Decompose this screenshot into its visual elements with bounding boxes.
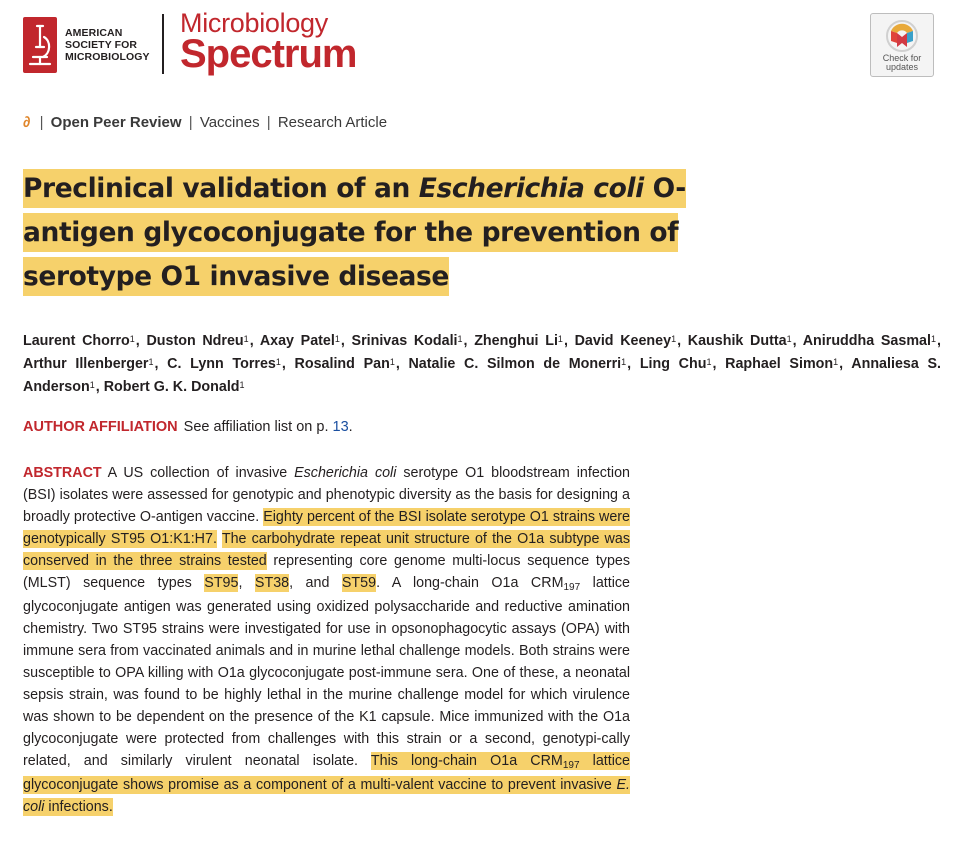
abstract-text: representing core genome multi-locus sequence types (MLST) sequence types bbox=[23, 553, 630, 591]
author-name[interactable] bbox=[167, 356, 282, 372]
affiliation-marker: 1 bbox=[930, 334, 936, 344]
author-name-text: Axay Patel bbox=[259, 333, 335, 349]
title-highlight bbox=[23, 169, 686, 296]
abstract-text: serotype O1 bloodstream infection (BSI) isolates were assessed for genotypic and phenotypic diversity as the basis for designing a broadly protective O-antigen vaccine. bbox=[23, 465, 630, 525]
affiliation-marker: 1 bbox=[457, 334, 463, 344]
abstract-text: lattice glycoconjugate antigen was generated using oxidized polysaccharide and reductive amination chemistry. Two ST95 strains were investigated for use in opsonophagocytic assays (OPA) with immune sera from vaccinated animals and in murine lethal challenge models. Both strains were susceptible to OPA killing with O1a glycoconjugate post-immune sera. One of these, a neonatal sepsis strain, was found to be highly lethal in the murine challenge model for which virulence was shown to be dependent on the presence of the K1 capsule. Mice immunized with the O1a glycoconjugate were protected from challenges with this strain or a second, genotypi-cally related, and similarly virulent neonatal isolate. bbox=[23, 575, 631, 769]
author-name-text: Natalie C. Silmon de Monerri bbox=[408, 356, 622, 372]
meta-separator: | bbox=[39, 114, 44, 131]
author-name-text: Arthur Illenberger bbox=[23, 356, 149, 372]
affiliation-text: See affiliation list on p. bbox=[183, 419, 333, 435]
abstract-text: lattice glycoconjugate shows promise as a component of a multi-valent vaccine to prevent invasive bbox=[23, 753, 631, 793]
meta-separator: | bbox=[266, 114, 271, 131]
abstract-highlight: The carbohydrate repeat unit structure of the O1a subtype was conserved in the three strains tested bbox=[23, 531, 630, 569]
title-part2: O-antigen glycoconjugate for the prevention of serotype O1 invasive disease bbox=[23, 173, 686, 292]
abstract-text: . A long-chain O1a CRM bbox=[376, 575, 564, 591]
affiliation-marker: 1 bbox=[389, 357, 395, 367]
author-name[interactable] bbox=[352, 333, 464, 349]
author-list: Laurent Chorro$^1$, Duston Ndreu$^1$, Axay Patel$^1$, Srinivas Kodali$^1$, Zhenghui Li$^1$, David Keeney$^1$, Kaushik Dutta$^1$, Aniruddha Sasmal$^1$, Arthur Illenberger$^1$, C. Lynn Torres$^1$, Rosalind Pan$^1$, Natalie C. Silmon de Monerri$^1$, Ling Chu$^1$, Raphael Simon$^1$, Annaliesa S. Anderson$^1$, Robert G. K. Donald$^1$ bbox=[23, 333, 941, 395]
logo-divider bbox=[162, 14, 164, 74]
microscope-logo-icon bbox=[23, 17, 57, 73]
affiliation-marker: 1 bbox=[148, 357, 154, 367]
open-access-icon: ∂ bbox=[23, 114, 31, 131]
open-peer-review-link[interactable]: Open Peer Review bbox=[50, 114, 182, 131]
check-updates-text bbox=[871, 54, 933, 72]
affiliation-marker: 1 bbox=[129, 334, 135, 344]
author-name[interactable] bbox=[688, 333, 793, 349]
publisher-logo[interactable] bbox=[23, 16, 163, 74]
affiliation-period: . bbox=[348, 419, 353, 435]
abstract-label: ABSTRACT bbox=[23, 465, 102, 481]
author-name[interactable] bbox=[408, 356, 627, 372]
abstract-highlight-st38: ST38 bbox=[254, 575, 290, 591]
abstract-species: E. coli bbox=[23, 777, 630, 815]
author-name[interactable] bbox=[575, 333, 678, 349]
publisher-line: MICROBIOLOGY bbox=[65, 51, 150, 63]
abstract-text: A US collection of invasive bbox=[107, 465, 295, 481]
author-name[interactable] bbox=[260, 333, 341, 349]
author-affiliation bbox=[23, 419, 353, 435]
abstract-text: , bbox=[238, 575, 255, 591]
abstract-text: , and bbox=[289, 575, 342, 591]
abstract-text: infections. bbox=[44, 799, 113, 815]
article-type-label: Research Article bbox=[277, 114, 388, 131]
author-name[interactable] bbox=[295, 356, 396, 372]
meta-separator: | bbox=[188, 114, 193, 131]
affiliation-marker: 1 bbox=[239, 380, 245, 390]
abstract-species: Escherichia coli bbox=[294, 465, 397, 481]
check-updates-line1: Check for bbox=[882, 53, 922, 63]
abstract-highlight-st59: ST59 bbox=[341, 575, 377, 591]
affiliation-marker: 1 bbox=[89, 380, 95, 390]
author-name[interactable] bbox=[104, 379, 246, 395]
author-name[interactable] bbox=[23, 356, 154, 372]
affiliation-marker: 1 bbox=[243, 334, 249, 344]
author-name-text: Robert G. K. Donald bbox=[103, 379, 240, 395]
journal-name-line1: Microbiology bbox=[180, 8, 328, 38]
abstract-highlight: Eighty percent of the BSI isolate serotype O1 strains were genotypically ST95 O1:K1:H7. bbox=[23, 509, 630, 547]
affiliation-marker: 1 bbox=[833, 357, 839, 367]
abstract-subscript: 197 bbox=[562, 760, 580, 771]
author-name[interactable] bbox=[474, 333, 564, 349]
article-title bbox=[23, 167, 783, 299]
affiliation-marker: 1 bbox=[706, 357, 712, 367]
check-updates-line2: updates bbox=[885, 62, 919, 72]
author-name-text: Duston Ndreu bbox=[146, 333, 244, 349]
section-label: Vaccines bbox=[199, 114, 260, 131]
affiliation-marker: 1 bbox=[334, 334, 340, 344]
author-name-text: Laurent Chorro bbox=[23, 333, 130, 349]
publisher-line: AMERICAN bbox=[65, 27, 123, 39]
author-name-text: David Keeney bbox=[574, 333, 672, 349]
affiliation-label: AUTHOR AFFILIATION bbox=[23, 419, 178, 435]
abstract bbox=[23, 462, 630, 818]
article-meta bbox=[23, 114, 387, 131]
author-name[interactable] bbox=[725, 356, 839, 372]
author-name[interactable] bbox=[640, 356, 713, 372]
crossmark-icon bbox=[885, 19, 919, 53]
publisher-line: SOCIETY FOR bbox=[65, 39, 138, 51]
title-species: Escherichia coli bbox=[418, 173, 644, 204]
author-name-text: C. Lynn Torres bbox=[167, 356, 276, 372]
author-name[interactable] bbox=[23, 333, 136, 349]
title-part1: Preclinical validation of an bbox=[23, 173, 419, 204]
abstract-highlight-st95: ST95 bbox=[204, 575, 239, 591]
check-for-updates-button[interactable] bbox=[870, 13, 934, 77]
journal-name-line2: Spectrum bbox=[180, 32, 357, 76]
author-name[interactable] bbox=[146, 333, 249, 349]
author-name-text: Annaliesa S. Anderson bbox=[23, 356, 941, 395]
author-name-text: Srinivas Kodali bbox=[351, 333, 458, 349]
abstract-text: This long-chain O1a CRM bbox=[370, 753, 563, 769]
author-name-text: Ling Chu bbox=[639, 356, 707, 372]
affiliation-marker: 1 bbox=[557, 334, 563, 344]
affiliation-page-link[interactable]: 13 bbox=[332, 419, 349, 435]
affiliation-marker: 1 bbox=[671, 334, 677, 344]
author-name[interactable] bbox=[803, 333, 937, 349]
publisher-name bbox=[65, 27, 150, 63]
author-name-text: Rosalind Pan bbox=[294, 356, 390, 372]
affiliation-marker: 1 bbox=[275, 357, 281, 367]
author-name-text: Aniruddha Sasmal bbox=[802, 333, 931, 349]
journal-logo[interactable] bbox=[180, 10, 357, 74]
affiliation-marker: 1 bbox=[621, 357, 627, 367]
affiliation-marker: 1 bbox=[786, 334, 792, 344]
author-name-text: Raphael Simon bbox=[725, 356, 834, 372]
abstract-subscript: 197 bbox=[563, 582, 581, 593]
author-name-text: Zhenghui Li bbox=[474, 333, 558, 349]
author-name-text: Kaushik Dutta bbox=[687, 333, 787, 349]
